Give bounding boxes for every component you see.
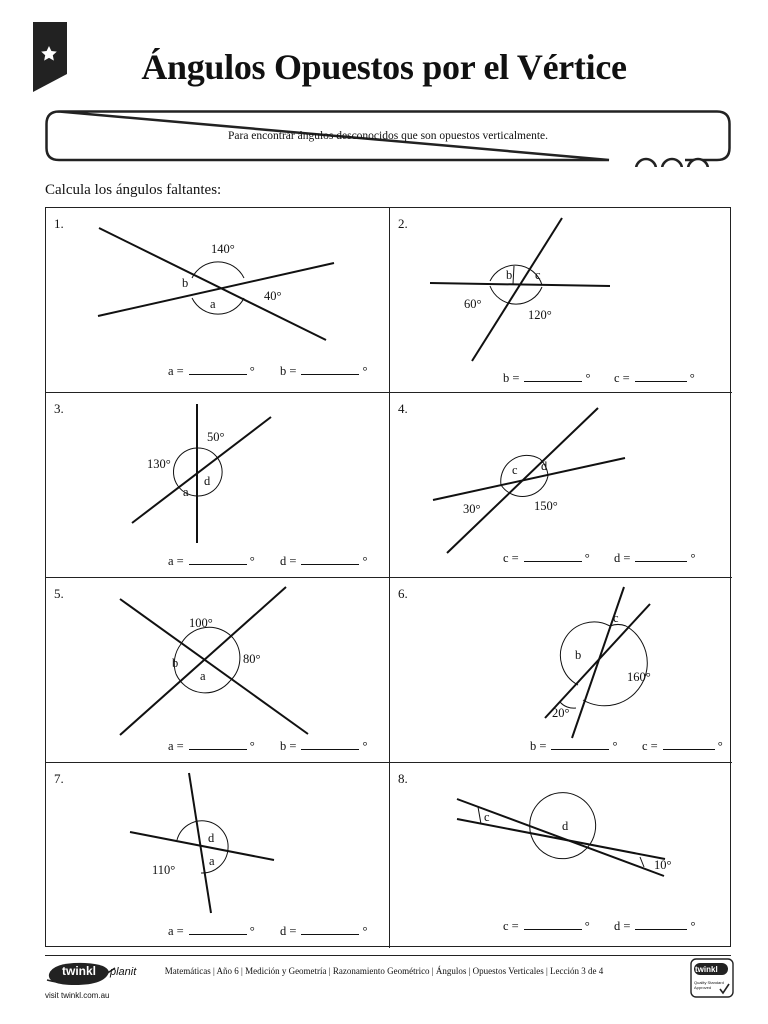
answer-label: b = bbox=[280, 739, 297, 753]
answer-b bbox=[530, 738, 617, 754]
angle-label: b bbox=[182, 276, 189, 290]
answer-d bbox=[614, 550, 695, 566]
angle-label: d bbox=[541, 459, 548, 473]
angle-label: d bbox=[208, 831, 215, 845]
problem-number: 5. bbox=[54, 586, 64, 601]
angle-label: 160° bbox=[627, 670, 651, 684]
answer-b bbox=[503, 370, 590, 386]
angle-label: c bbox=[484, 810, 490, 824]
answer-blank[interactable] bbox=[189, 923, 247, 935]
angle-label: 80° bbox=[243, 652, 261, 666]
answer-b bbox=[280, 363, 367, 379]
answer-c bbox=[503, 918, 590, 934]
answer-blank[interactable] bbox=[524, 370, 582, 382]
answer-blank[interactable] bbox=[301, 923, 359, 935]
answer-c bbox=[614, 370, 695, 386]
answer-blank[interactable] bbox=[663, 738, 715, 750]
problem-5-diagram bbox=[46, 578, 389, 763]
answer-label: a = bbox=[168, 739, 184, 753]
problem-4 bbox=[389, 393, 732, 578]
angle-label: b bbox=[172, 656, 179, 670]
answer-c bbox=[642, 738, 723, 754]
degree-sign: ° bbox=[690, 551, 696, 565]
degree-sign: ° bbox=[249, 739, 255, 753]
answer-blank[interactable] bbox=[524, 550, 582, 562]
degree-sign: ° bbox=[249, 554, 255, 568]
degree-sign: ° bbox=[690, 919, 696, 933]
angle-label: c bbox=[613, 611, 619, 625]
problem-7 bbox=[46, 763, 389, 948]
angle-label: 110° bbox=[152, 863, 176, 877]
answer-c bbox=[503, 550, 590, 566]
problem-2 bbox=[389, 208, 732, 393]
answer-blank[interactable] bbox=[301, 553, 359, 565]
degree-sign: ° bbox=[249, 924, 255, 938]
angle-label: 140° bbox=[211, 242, 235, 256]
answer-label: a = bbox=[168, 554, 184, 568]
problem-1 bbox=[46, 208, 389, 393]
angle-label: 30° bbox=[463, 502, 481, 516]
answer-blank[interactable] bbox=[189, 553, 247, 565]
angle-label: 50° bbox=[207, 430, 225, 444]
problem-6 bbox=[389, 578, 732, 763]
instructions: Calcula los ángulos faltantes: bbox=[45, 182, 222, 198]
angle-label: 40° bbox=[264, 289, 282, 303]
brand-name: twinkl bbox=[62, 964, 97, 978]
problem-3-diagram bbox=[46, 393, 389, 578]
answer-a bbox=[168, 738, 255, 754]
degree-sign: ° bbox=[584, 919, 590, 933]
answer-label: d = bbox=[280, 554, 297, 568]
problem-number: 3. bbox=[54, 401, 64, 416]
answer-d bbox=[614, 918, 695, 934]
answer-label: a = bbox=[168, 364, 184, 378]
angle-label: a bbox=[200, 669, 206, 683]
degree-sign: ° bbox=[717, 739, 723, 753]
degree-sign: ° bbox=[612, 739, 618, 753]
degree-sign: ° bbox=[689, 371, 695, 385]
answer-blank[interactable] bbox=[301, 738, 359, 750]
answer-label: d = bbox=[614, 919, 631, 933]
answer-a bbox=[168, 923, 255, 939]
answer-d bbox=[280, 553, 367, 569]
answer-d bbox=[280, 923, 367, 939]
answer-label: c = bbox=[503, 551, 519, 565]
answer-label: d = bbox=[280, 924, 297, 938]
problem-6-diagram bbox=[390, 578, 733, 763]
degree-sign: ° bbox=[362, 924, 368, 938]
answer-blank[interactable] bbox=[524, 918, 582, 930]
answer-label: c = bbox=[503, 919, 519, 933]
angle-label: b bbox=[506, 268, 513, 282]
angle-label: 100° bbox=[189, 616, 213, 630]
angle-label: c bbox=[512, 463, 518, 477]
problem-number: 4. bbox=[398, 401, 408, 416]
problem-number: 6. bbox=[398, 586, 408, 601]
problem-number: 1. bbox=[54, 216, 64, 231]
answer-a bbox=[168, 363, 255, 379]
angle-label: 150° bbox=[534, 499, 558, 513]
footer-rule bbox=[45, 955, 731, 956]
degree-sign: ° bbox=[362, 364, 368, 378]
angle-label: b bbox=[575, 648, 582, 662]
answer-blank[interactable] bbox=[635, 918, 687, 930]
angle-label: 10° bbox=[654, 858, 672, 872]
angle-label: d bbox=[204, 474, 211, 488]
problem-number: 8. bbox=[398, 771, 408, 786]
page-title: Ángulos Opuestos por el Vértice bbox=[141, 47, 627, 87]
answer-b bbox=[280, 738, 367, 754]
angle-label: 20° bbox=[552, 706, 570, 720]
answer-label: a = bbox=[168, 924, 184, 938]
answer-label: d = bbox=[614, 551, 631, 565]
answer-label: c = bbox=[642, 739, 658, 753]
angle-label: c bbox=[535, 268, 541, 282]
answer-label: b = bbox=[503, 371, 520, 385]
problem-3 bbox=[46, 393, 389, 578]
footer-text: Matemáticas | Año 6 | Medición y Geometría | Razonamiento Geométrico | Ángulos | Opuestos Verticales | Lección 3 de 4 bbox=[164, 966, 604, 976]
answer-blank[interactable] bbox=[189, 363, 247, 375]
badge-brand: twinkl bbox=[695, 965, 718, 974]
problem-grid bbox=[45, 207, 731, 947]
answer-blank[interactable] bbox=[301, 363, 359, 375]
answer-blank[interactable] bbox=[189, 738, 247, 750]
answer-blank[interactable] bbox=[551, 738, 609, 750]
angle-label: 60° bbox=[464, 297, 482, 311]
degree-sign: ° bbox=[249, 364, 255, 378]
problem-5 bbox=[46, 578, 389, 763]
brand-sub: planit bbox=[110, 966, 137, 978]
quality-badge-icon bbox=[690, 958, 734, 998]
badge-text: Quality Standard Approved bbox=[694, 980, 724, 990]
problem-number: 2. bbox=[398, 216, 408, 231]
footer-url[interactable]: visit twinkl.com.au bbox=[45, 991, 110, 1000]
angle-label: 120° bbox=[528, 308, 552, 322]
banner-text: Para encontrar ángulos desconocidos que son opuestos verticalmente. bbox=[228, 130, 548, 142]
problem-number: 7. bbox=[54, 771, 64, 786]
angle-label: a bbox=[183, 485, 189, 499]
degree-sign: ° bbox=[584, 551, 590, 565]
angle-label: a bbox=[209, 854, 215, 868]
degree-sign: ° bbox=[585, 371, 591, 385]
answer-a bbox=[168, 553, 255, 569]
degree-sign: ° bbox=[362, 554, 368, 568]
problem-8 bbox=[389, 763, 732, 948]
problem-7-diagram bbox=[46, 763, 389, 948]
degree-sign: ° bbox=[362, 739, 368, 753]
angle-label: 130° bbox=[147, 457, 171, 471]
problem-2-diagram bbox=[390, 208, 733, 393]
answer-label: b = bbox=[280, 364, 297, 378]
answer-blank[interactable] bbox=[635, 370, 687, 382]
answer-blank[interactable] bbox=[635, 550, 687, 562]
angle-label: a bbox=[210, 297, 216, 311]
answer-label: b = bbox=[530, 739, 547, 753]
answer-label: c = bbox=[614, 371, 630, 385]
angle-label: d bbox=[562, 819, 569, 833]
